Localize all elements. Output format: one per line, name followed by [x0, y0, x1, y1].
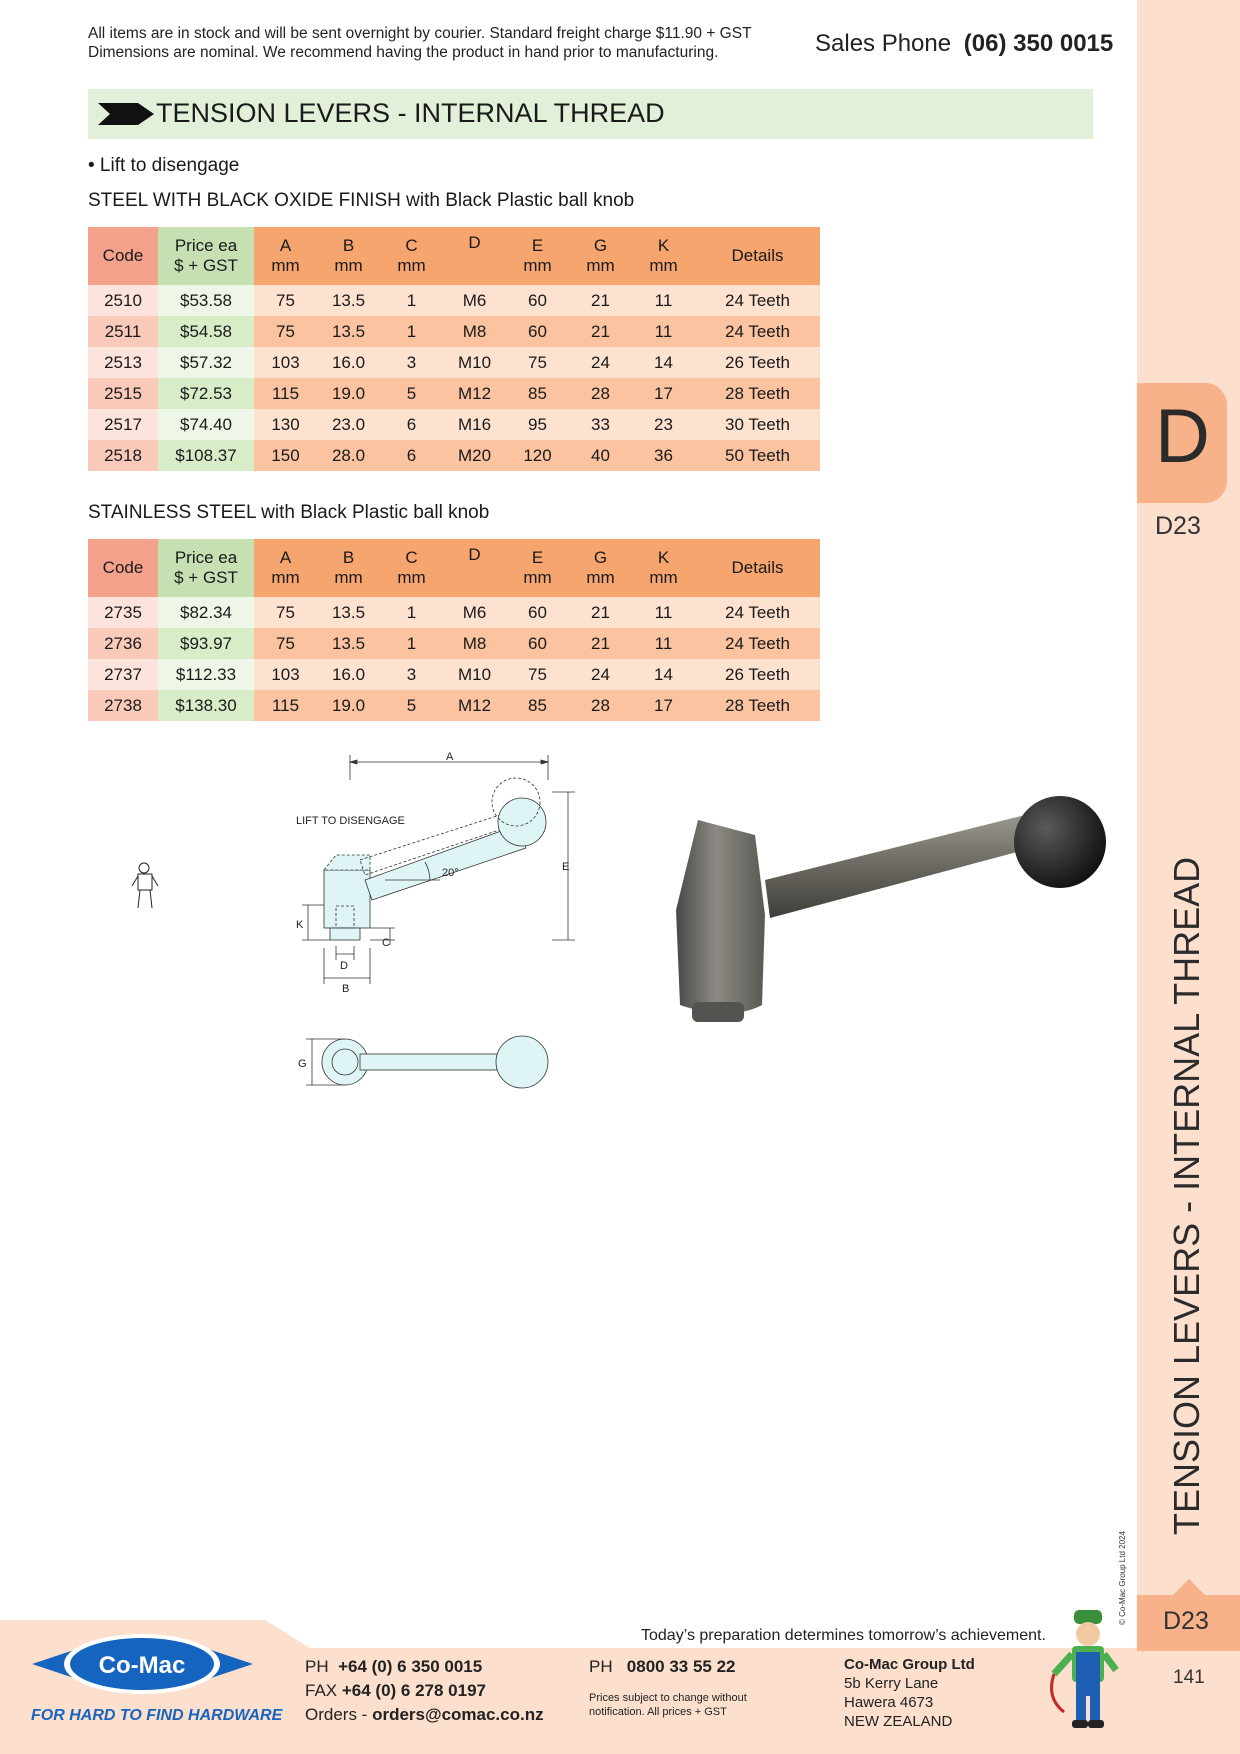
- cell-c: 1: [380, 285, 443, 316]
- spec-table-stainless: [88, 539, 820, 721]
- column-header-code: [88, 539, 158, 597]
- cell-a: 115: [254, 378, 317, 409]
- cell-k: 11: [632, 628, 695, 659]
- cell-d: M12: [443, 378, 506, 409]
- column-header-text: mm: [334, 568, 363, 587]
- price-note-1: Prices subject to change without: [589, 1692, 747, 1704]
- cell-details: 28 Teeth: [695, 378, 820, 409]
- company-name: Co-Mac Group Ltd: [844, 1656, 975, 1673]
- page-code: D23: [1155, 512, 1201, 540]
- page-code-bottom: D23: [1163, 1607, 1209, 1635]
- table-row: [88, 409, 820, 440]
- cell-b: 13.5: [317, 285, 380, 316]
- table-heading-steel: STEEL WITH BLACK OXIDE FINISH with Black Plastic ball knob: [88, 190, 635, 211]
- column-header-text: D: [468, 545, 481, 564]
- cell-k: 11: [632, 597, 695, 628]
- cell-d: M10: [443, 347, 506, 378]
- cell-a: 75: [254, 285, 317, 316]
- cell-c: 6: [380, 440, 443, 471]
- cell-k: 14: [632, 659, 695, 690]
- cell-code: 2738: [88, 690, 158, 721]
- cell-b: 23.0: [317, 409, 380, 440]
- cell-a: 75: [254, 316, 317, 347]
- cell-code: 2735: [88, 597, 158, 628]
- motto: Today’s preparation determines tomorrow’s achievement.: [641, 1627, 1046, 1644]
- column-header-k: [632, 227, 695, 285]
- column-header-price: [158, 227, 254, 285]
- column-header-text: Price ea: [174, 236, 238, 255]
- section-tab: [1137, 383, 1227, 503]
- cell-e: 60: [506, 316, 569, 347]
- column-header-d: [443, 227, 506, 285]
- cell-a: 103: [254, 347, 317, 378]
- column-header-g: [569, 539, 632, 597]
- column-header-text: C: [405, 548, 418, 567]
- cell-g: 21: [569, 597, 632, 628]
- cell-c: 1: [380, 316, 443, 347]
- notice-line-2: Dimensions are nominal. We recommend having the product in hand prior to manufacturing.: [88, 44, 719, 61]
- cell-g: 21: [569, 628, 632, 659]
- cell-b: 19.0: [317, 690, 380, 721]
- table-row: [88, 440, 820, 471]
- stock-notice: [88, 24, 752, 62]
- ph-value: +64 (0) 6 350 0015: [338, 1657, 483, 1676]
- ph2-label: PH: [589, 1657, 613, 1676]
- technical-drawing: [290, 750, 590, 1095]
- column-header-text: mm: [271, 256, 300, 275]
- logo-text: Co-Mac: [98, 1652, 186, 1679]
- column-header-text: Code: [102, 558, 144, 577]
- cell-k: 36: [632, 440, 695, 471]
- column-header-text: E: [531, 236, 544, 255]
- column-header-text: mm: [397, 568, 426, 587]
- column-header-text: mm: [649, 256, 678, 275]
- address-line-1: 5b Kerry Lane: [844, 1675, 939, 1692]
- orders-label: Orders -: [305, 1705, 368, 1724]
- cell-c: 3: [380, 659, 443, 690]
- contact-column: [305, 1655, 544, 1727]
- cell-code: 2515: [88, 378, 158, 409]
- page-title: TENSION LEVERS - INTERNAL THREAD: [156, 98, 665, 128]
- table-row: [88, 316, 820, 347]
- title-bar: [88, 89, 1093, 139]
- column-header-text: G: [593, 236, 608, 255]
- page-number: 141: [1173, 1667, 1205, 1688]
- cell-a: 75: [254, 597, 317, 628]
- column-header-text: K: [657, 236, 670, 255]
- cell-c: 1: [380, 628, 443, 659]
- cell-d: M6: [443, 285, 506, 316]
- column-header-text: Details: [731, 558, 784, 577]
- cell-c: 3: [380, 347, 443, 378]
- column-header-text: mm: [334, 256, 363, 275]
- table-row: [88, 690, 820, 721]
- cell-e: 95: [506, 409, 569, 440]
- column-header-text: D: [468, 233, 481, 252]
- spec-table-steel: [88, 227, 820, 471]
- cell-b: 16.0: [317, 659, 380, 690]
- freephone-column: [589, 1655, 747, 1719]
- cell-d: M12: [443, 690, 506, 721]
- table-row: [88, 285, 820, 316]
- table-heading-stainless: STAINLESS STEEL with Black Plastic ball knob: [88, 502, 490, 523]
- cell-details: 26 Teeth: [695, 347, 820, 378]
- cell-c: 5: [380, 378, 443, 409]
- cell-price: $82.34: [158, 597, 254, 628]
- cell-d: M6: [443, 597, 506, 628]
- column-header-text: B: [342, 548, 355, 567]
- cell-b: 16.0: [317, 347, 380, 378]
- cell-g: 28: [569, 378, 632, 409]
- column-header-c: [380, 539, 443, 597]
- address-line-2: Hawera 4673: [844, 1694, 934, 1711]
- cell-g: 24: [569, 659, 632, 690]
- cell-k: 14: [632, 347, 695, 378]
- cell-e: 75: [506, 347, 569, 378]
- cell-code: 2511: [88, 316, 158, 347]
- cell-price: $93.97: [158, 628, 254, 659]
- dim-label-a: A: [446, 751, 454, 763]
- cell-b: 13.5: [317, 597, 380, 628]
- table-header-row: [88, 227, 820, 285]
- column-header-details: [695, 539, 820, 597]
- cell-e: 75: [506, 659, 569, 690]
- cell-code: 2737: [88, 659, 158, 690]
- cell-e: 60: [506, 285, 569, 316]
- table-row: [88, 659, 820, 690]
- column-header-b: [317, 227, 380, 285]
- cell-d: M20: [443, 440, 506, 471]
- table-row: [88, 347, 820, 378]
- cell-details: 30 Teeth: [695, 409, 820, 440]
- column-header-text: A: [279, 236, 292, 255]
- sales-phone-number: (06) 350 0015: [963, 30, 1114, 57]
- dim-label-e: E: [562, 861, 570, 873]
- dim-label-b: B: [342, 983, 350, 995]
- cell-g: 40: [569, 440, 632, 471]
- column-header-text: Code: [102, 246, 144, 265]
- cell-code: 2517: [88, 409, 158, 440]
- cell-details: 24 Teeth: [695, 628, 820, 659]
- mascot-illustration: [1044, 1608, 1124, 1733]
- bottom-page-tab: [1137, 1595, 1240, 1651]
- column-header-text: E: [531, 548, 544, 567]
- cell-e: 85: [506, 378, 569, 409]
- cell-g: 21: [569, 285, 632, 316]
- column-header-text: mm: [271, 568, 300, 587]
- angle-label: 20°: [442, 867, 459, 879]
- cell-price: $53.58: [158, 285, 254, 316]
- cell-code: 2513: [88, 347, 158, 378]
- column-header-text: mm: [523, 256, 552, 275]
- cell-c: 1: [380, 597, 443, 628]
- cell-d: M16: [443, 409, 506, 440]
- column-header-text: mm: [586, 568, 615, 587]
- column-header-details: [695, 227, 820, 285]
- column-header-e: [506, 227, 569, 285]
- feature-bullet: • Lift to disengage: [88, 155, 240, 176]
- cell-b: 28.0: [317, 440, 380, 471]
- section-letter: D: [1155, 394, 1210, 479]
- column-header-text: Price ea: [174, 548, 238, 567]
- price-note-2: notification. All prices + GST: [589, 1706, 727, 1718]
- cell-a: 103: [254, 659, 317, 690]
- column-header-g: [569, 227, 632, 285]
- cell-k: 17: [632, 690, 695, 721]
- vertical-section-title: TENSION LEVERS - INTERNAL THREAD: [1166, 856, 1207, 1535]
- cell-details: 50 Teeth: [695, 440, 820, 471]
- cell-g: 24: [569, 347, 632, 378]
- cell-g: 21: [569, 316, 632, 347]
- address-line-3: NEW ZEALAND: [844, 1713, 953, 1730]
- cell-k: 17: [632, 378, 695, 409]
- cell-k: 23: [632, 409, 695, 440]
- table-row: [88, 378, 820, 409]
- cell-c: 5: [380, 690, 443, 721]
- cell-c: 6: [380, 409, 443, 440]
- cell-a: 115: [254, 690, 317, 721]
- arrow-icon: [98, 103, 154, 125]
- product-photo: [670, 790, 1120, 1050]
- column-header-text: B: [342, 236, 355, 255]
- cell-details: 24 Teeth: [695, 316, 820, 347]
- cell-a: 130: [254, 409, 317, 440]
- address-column: [844, 1655, 975, 1731]
- cell-k: 11: [632, 316, 695, 347]
- cell-g: 28: [569, 690, 632, 721]
- dim-label-c: C: [382, 937, 390, 949]
- orders-email[interactable]: orders@comac.co.nz: [372, 1705, 544, 1724]
- column-header-text: mm: [397, 256, 426, 275]
- cell-d: M8: [443, 316, 506, 347]
- column-header-a: [254, 227, 317, 285]
- cell-code: 2510: [88, 285, 158, 316]
- cell-b: 13.5: [317, 628, 380, 659]
- column-header-c: [380, 227, 443, 285]
- column-header-text: $ + GST: [174, 256, 238, 275]
- cell-code: 2518: [88, 440, 158, 471]
- sales-phone-label: Sales Phone: [815, 30, 952, 57]
- column-header-a: [254, 539, 317, 597]
- column-header-code: [88, 227, 158, 285]
- column-header-text: mm: [523, 568, 552, 587]
- cell-details: 28 Teeth: [695, 690, 820, 721]
- tagline: FOR HARD TO FIND HARDWARE: [31, 1707, 283, 1724]
- mascot-icon: [130, 860, 162, 912]
- cell-details: 24 Teeth: [695, 597, 820, 628]
- column-header-text: C: [405, 236, 418, 255]
- column-header-price: [158, 539, 254, 597]
- cell-d: M10: [443, 659, 506, 690]
- cell-k: 11: [632, 285, 695, 316]
- column-header-e: [506, 539, 569, 597]
- table-row: [88, 628, 820, 659]
- lift-label: LIFT TO DISENGAGE: [296, 815, 405, 827]
- column-header-text: K: [657, 548, 670, 567]
- copyright-note: © Co-Mac Group Ltd 2024: [1118, 1531, 1127, 1625]
- dim-label-d: D: [340, 960, 348, 972]
- fax-value: +64 (0) 6 278 0197: [341, 1681, 487, 1700]
- column-header-d: [443, 539, 506, 597]
- cell-g: 33: [569, 409, 632, 440]
- fax-label: FAX: [305, 1681, 338, 1700]
- column-header-text: A: [279, 548, 292, 567]
- cell-b: 13.5: [317, 316, 380, 347]
- ph2-value: 0800 33 55 22: [626, 1657, 736, 1676]
- dim-label-k: K: [296, 919, 304, 931]
- dim-label-g: G: [298, 1058, 307, 1070]
- table-header-row: [88, 539, 820, 597]
- comac-logo: [30, 1628, 255, 1700]
- cell-details: 24 Teeth: [695, 285, 820, 316]
- cell-d: M8: [443, 628, 506, 659]
- cell-e: 85: [506, 690, 569, 721]
- column-header-k: [632, 539, 695, 597]
- ph-label: PH: [305, 1657, 329, 1676]
- cell-details: 26 Teeth: [695, 659, 820, 690]
- column-header-text: mm: [586, 256, 615, 275]
- cell-price: $74.40: [158, 409, 254, 440]
- cell-price: $57.32: [158, 347, 254, 378]
- cell-price: $108.37: [158, 440, 254, 471]
- cell-b: 19.0: [317, 378, 380, 409]
- cell-e: 120: [506, 440, 569, 471]
- column-header-b: [317, 539, 380, 597]
- cell-e: 60: [506, 628, 569, 659]
- cell-price: $112.33: [158, 659, 254, 690]
- cell-price: $72.53: [158, 378, 254, 409]
- cell-price: $138.30: [158, 690, 254, 721]
- column-header-text: $ + GST: [174, 568, 238, 587]
- column-header-text: mm: [649, 568, 678, 587]
- table-row: [88, 597, 820, 628]
- column-header-text: Details: [731, 246, 784, 265]
- sales-phone: [815, 30, 1113, 58]
- cell-e: 60: [506, 597, 569, 628]
- cell-a: 75: [254, 628, 317, 659]
- cell-a: 150: [254, 440, 317, 471]
- notice-line-1: All items are in stock and will be sent overnight by courier. Standard freight charge $11.90 + GST: [88, 25, 752, 42]
- cell-code: 2736: [88, 628, 158, 659]
- cell-price: $54.58: [158, 316, 254, 347]
- column-header-text: G: [593, 548, 608, 567]
